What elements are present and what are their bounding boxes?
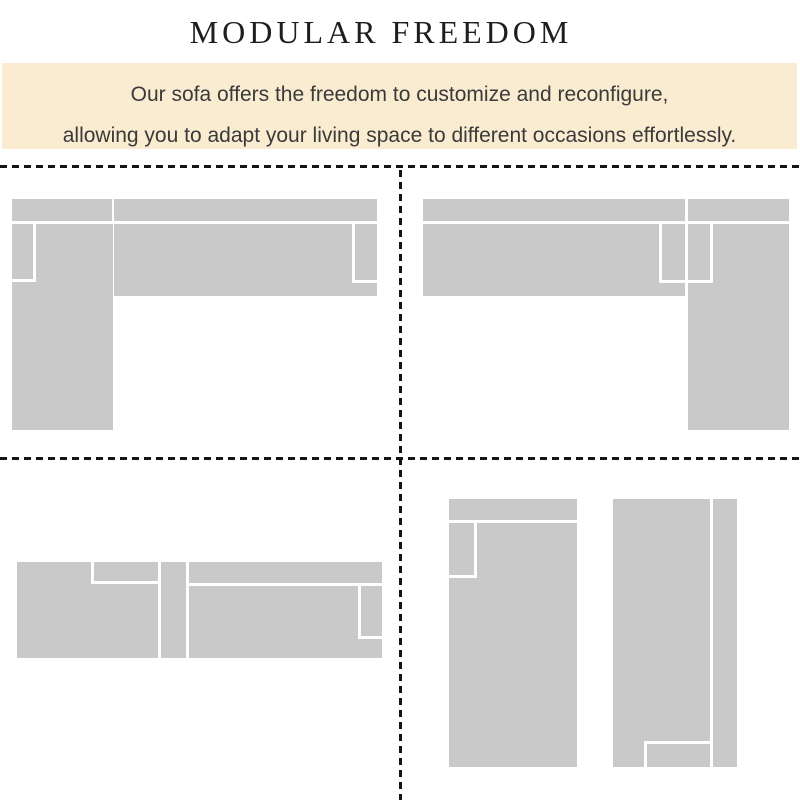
- sofa-module: [12, 199, 112, 221]
- armrest-outline: [91, 562, 158, 584]
- armrest-outline: [358, 586, 382, 639]
- banner-text-line-1: Our sofa offers the freedom to customize and reconfigure,: [130, 83, 669, 106]
- quadrant-divider-v2: [399, 170, 402, 800]
- armrest-outline: [659, 224, 685, 283]
- armrest-outline: [449, 523, 477, 578]
- sofa-module: [114, 199, 377, 221]
- sofa-module: [713, 499, 737, 767]
- quadrant-divider-h0: [0, 165, 800, 168]
- sofa-module: [423, 199, 685, 221]
- sofa-module: [161, 562, 186, 658]
- armrest-outline: [352, 224, 377, 283]
- sofa-module: [449, 499, 577, 520]
- sofa-module: [189, 562, 382, 583]
- banner-text-line-2: allowing you to adapt your living space to different occasions effortlessly.: [62, 124, 737, 147]
- sofa-module: [114, 224, 377, 296]
- sofa-module: [688, 199, 789, 221]
- page-title: MODULAR FREEDOM: [189, 14, 573, 50]
- description-banner: [2, 63, 797, 149]
- sofa-module: [423, 224, 685, 296]
- armrest-outline: [688, 224, 713, 283]
- armrest-outline: [12, 224, 36, 282]
- armrest-outline: [644, 741, 710, 767]
- sofa-module: [189, 586, 382, 658]
- sofa-module: [613, 499, 710, 767]
